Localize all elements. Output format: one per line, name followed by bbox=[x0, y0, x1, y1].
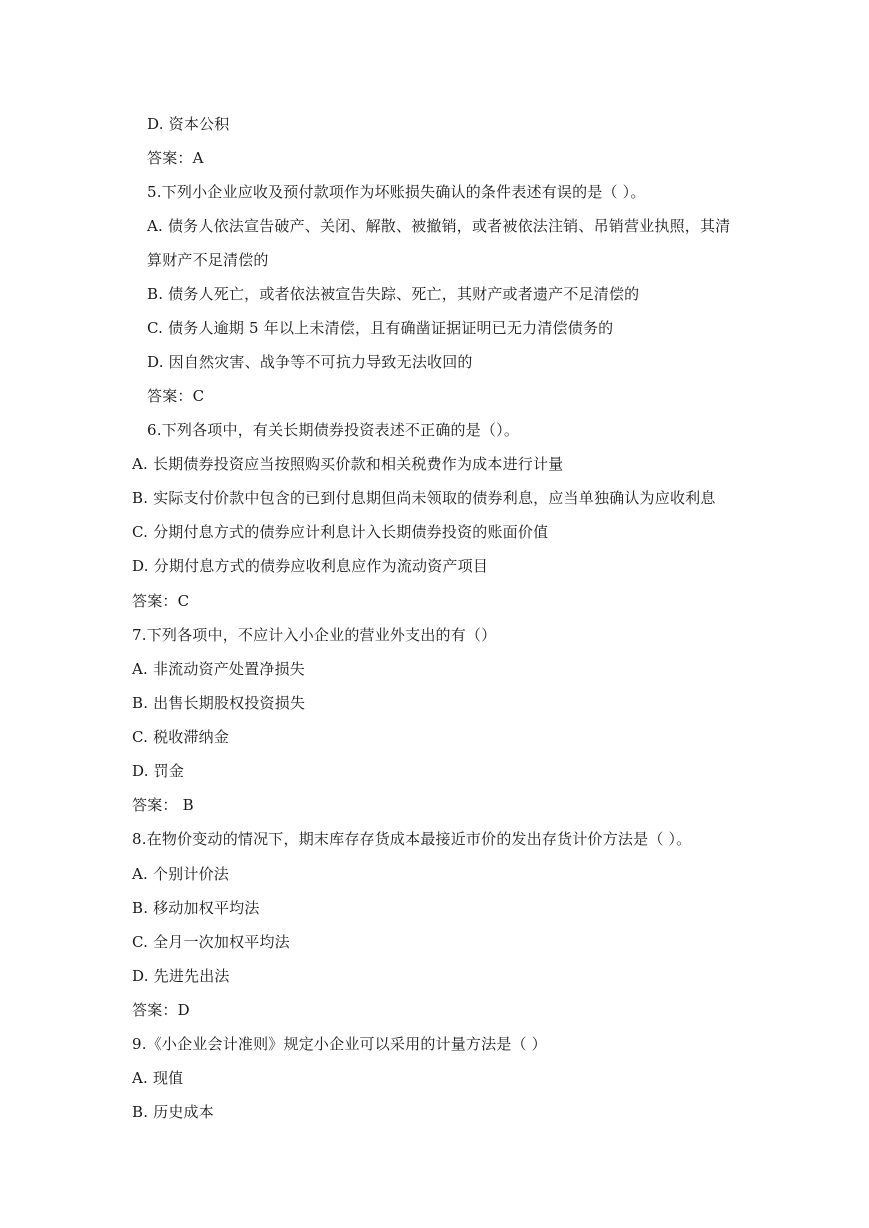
q8-option-c: C. 全月一次加权平均法 bbox=[132, 933, 290, 951]
q7-answer: 答案： B bbox=[132, 796, 194, 814]
q5-question: 5.下列小企业应收及预付款项作为坏账损失确认的条件表述有误的是（ ）。 bbox=[147, 183, 646, 201]
q9-option-b: B. 历史成本 bbox=[132, 1103, 214, 1121]
q8-option-b: B. 移动加权平均法 bbox=[132, 899, 260, 917]
q8-answer: 答案：D bbox=[132, 1001, 190, 1019]
q6-option-b: B. 实际支付价款中包含的已到付息期但尚未领取的债券利息，应当单独确认为应收利息 bbox=[132, 489, 716, 507]
q8-option-a: A. 个别计价法 bbox=[132, 865, 229, 883]
q5-option-c: C. 债务人逾期 5 年以上未清偿，且有确凿证据证明已无力清偿债务的 bbox=[147, 319, 614, 337]
q5-option-d: D. 因自然灾害、战争等不可抗力导致无法收回的 bbox=[147, 353, 473, 371]
q5-option-a-cont: 算财产不足清偿的 bbox=[147, 251, 269, 269]
q6-option-d: D. 分期付息方式的债券应收利息应作为流动资产项目 bbox=[132, 557, 489, 575]
q7-option-a: A. 非流动资产处置净损失 bbox=[132, 660, 305, 678]
q4-answer: 答案：A bbox=[147, 149, 204, 167]
q6-option-c: C. 分期付息方式的债券应计利息计入长期债券投资的账面价值 bbox=[132, 523, 549, 541]
q8-question: 8.在物价变动的情况下，期末库存存货成本最接近市价的发出存货计价方法是（ ）。 bbox=[132, 830, 692, 848]
q5-option-b: B. 债务人死亡，或者依法被宣告失踪、死亡，其财产或者遗产不足清偿的 bbox=[147, 285, 640, 303]
q6-option-a: A. 长期债券投资应当按照购买价款和相关税费作为成本进行计量 bbox=[132, 455, 564, 473]
q6-question: 6.下列各项中，有关长期债券投资表述不正确的是（）。 bbox=[147, 421, 520, 439]
q8-option-d: D. 先进先出法 bbox=[132, 967, 230, 985]
q5-answer: 答案：C bbox=[147, 387, 205, 405]
q4-option-d: D. 资本公积 bbox=[147, 115, 230, 133]
q9-question: 9.《小企业会计准则》规定小企业可以采用的计量方法是（ ） bbox=[132, 1035, 547, 1053]
q6-answer: 答案：C bbox=[132, 592, 190, 610]
q7-option-b: B. 出售长期股权投资损失 bbox=[132, 694, 306, 712]
q7-option-d: D. 罚金 bbox=[132, 762, 185, 780]
q9-option-a: A. 现值 bbox=[132, 1069, 184, 1087]
q7-option-c: C. 税收滞纳金 bbox=[132, 728, 230, 746]
q7-question: 7.下列各项中，不应计入小企业的营业外支出的有（） bbox=[132, 626, 497, 644]
q5-option-a: A. 债务人依法宣告破产、关闭、解散、被撤销，或者被依法注销、吊销营业执照，其清 bbox=[147, 217, 731, 235]
